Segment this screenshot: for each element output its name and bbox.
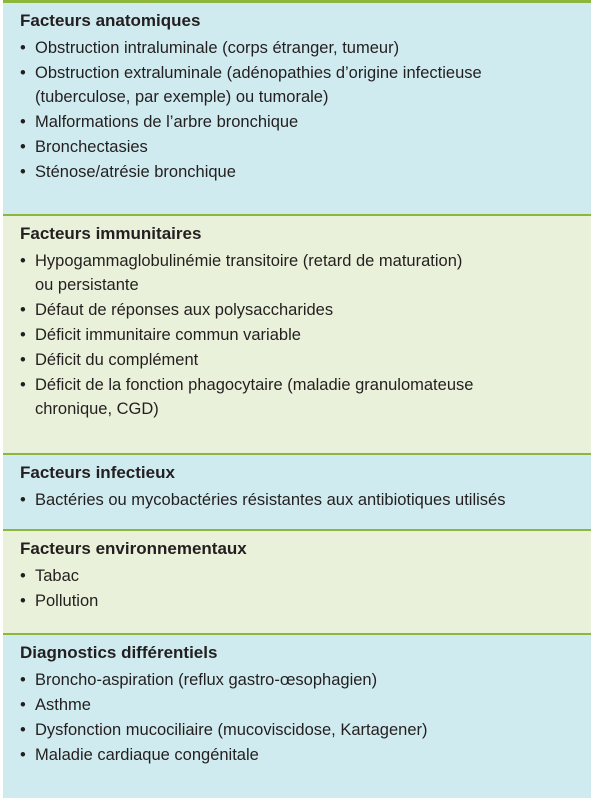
bullet-icon: • <box>20 326 26 344</box>
item-text: Obstruction extraluminale (adénopathies d’origine infectieuse <box>35 64 482 82</box>
item-text: Broncho-aspiration (reflux gastro-œsophagien) <box>35 671 378 689</box>
item-text: Défaut de réponses aux polysaccharides <box>35 301 334 319</box>
bullet-icon: • <box>20 301 26 319</box>
item-text: Dysfonction mucociliaire (mucoviscidose, Kartagener) <box>35 721 428 739</box>
bullet-icon: • <box>20 163 26 181</box>
list-item <box>20 135 591 159</box>
section-anatomical-factors <box>3 3 591 216</box>
list-item <box>20 743 591 767</box>
list-item <box>20 348 591 372</box>
item-text: Tabac <box>35 567 80 585</box>
item-text: Bronchectasies <box>35 138 148 156</box>
section-differential-diagnoses <box>3 635 591 798</box>
item-text-continued: chronique, CGD) <box>35 400 159 418</box>
list-item <box>20 693 591 717</box>
item-text: Déficit du complément <box>35 351 199 369</box>
section-heading: Facteurs immunitaires <box>20 224 202 243</box>
bullet-icon: • <box>20 64 26 82</box>
list-item <box>20 668 591 692</box>
risk-factors-table <box>3 0 591 798</box>
item-text: Bactéries ou mycobactéries résistantes aux antibiotiques utilisés <box>35 491 506 509</box>
list-item <box>20 564 591 588</box>
list-item <box>20 589 591 613</box>
bullet-icon: • <box>20 671 26 689</box>
list-item <box>20 249 591 297</box>
list-item <box>20 488 591 512</box>
bullet-icon: • <box>20 113 26 131</box>
bullet-icon: • <box>20 567 26 585</box>
item-text: Asthme <box>35 696 91 714</box>
list-item <box>20 61 591 109</box>
list-item <box>20 373 591 421</box>
list-item <box>20 36 591 60</box>
item-list <box>20 488 591 512</box>
item-list <box>20 668 591 767</box>
bullet-icon: • <box>20 491 26 509</box>
section-heading: Facteurs infectieux <box>20 463 175 482</box>
bullet-icon: • <box>20 351 26 369</box>
item-text: Sténose/atrésie bronchique <box>35 163 236 181</box>
item-text: Maladie cardiaque congénitale <box>35 746 259 764</box>
bullet-icon: • <box>20 592 26 610</box>
bullet-icon: • <box>20 721 26 739</box>
section-immune-factors <box>3 216 591 455</box>
item-text: Déficit de la fonction phagocytaire (maladie granulomateuse <box>35 376 474 394</box>
item-list <box>20 36 591 184</box>
item-text: Pollution <box>35 592 99 610</box>
bullet-icon: • <box>20 376 26 394</box>
list-item <box>20 110 591 134</box>
item-list <box>20 249 591 421</box>
item-text: Malformations de l’arbre bronchique <box>35 113 299 131</box>
bullet-icon: • <box>20 39 26 57</box>
item-text: Obstruction intraluminale (corps étranger, tumeur) <box>35 39 400 57</box>
bullet-icon: • <box>20 138 26 156</box>
item-text-continued: ou persistante <box>35 276 139 294</box>
item-text: Hypogammaglobulinémie transitoire (retard de maturation) <box>35 252 463 270</box>
item-text-continued: (tuberculose, par exemple) ou tumorale) <box>35 88 329 106</box>
list-item <box>20 298 591 322</box>
section-heading: Diagnostics différentiels <box>20 643 218 662</box>
section-heading: Facteurs environnementaux <box>20 539 247 558</box>
bullet-icon: • <box>20 252 26 270</box>
list-item <box>20 160 591 184</box>
bullet-icon: • <box>20 696 26 714</box>
list-item <box>20 323 591 347</box>
section-environmental-factors <box>3 531 591 635</box>
list-item <box>20 718 591 742</box>
bullet-icon: • <box>20 746 26 764</box>
item-text: Déficit immunitaire commun variable <box>35 326 301 344</box>
section-infectious-factors <box>3 455 591 531</box>
section-heading: Facteurs anatomiques <box>20 11 201 30</box>
item-list <box>20 564 591 613</box>
